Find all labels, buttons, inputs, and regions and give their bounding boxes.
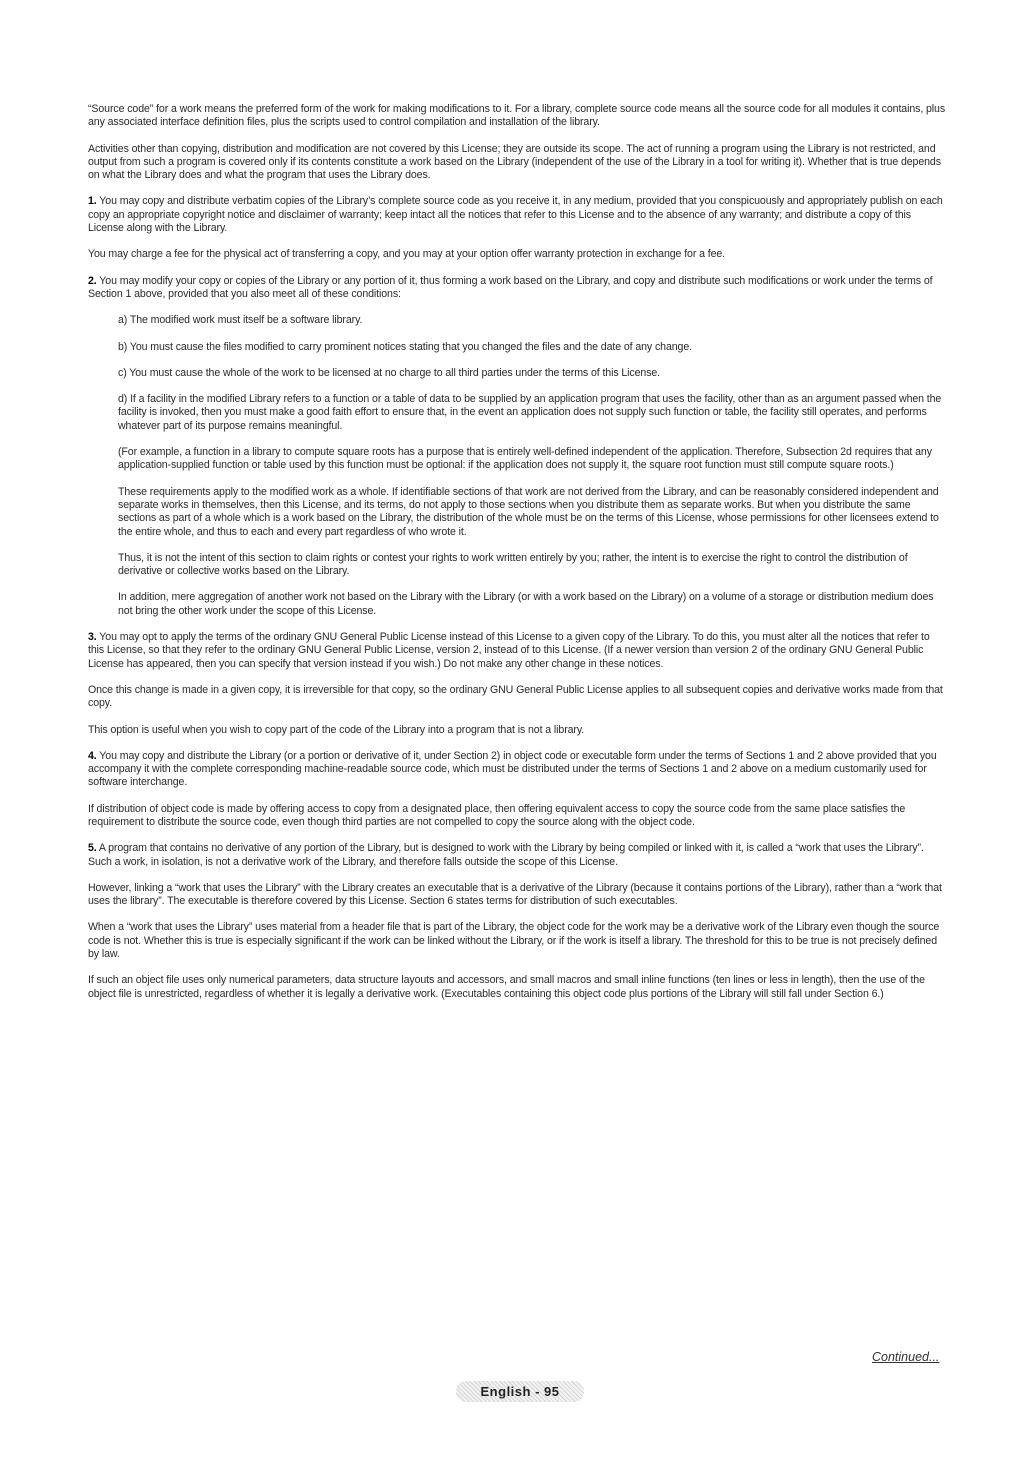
section-number: 3.	[88, 631, 97, 644]
paragraph-text: “Source code” for a work means the preferred form of the work for making modifications to it. For a library, complete source code means all the source code for all modules it contains, plus any associated interface definition files, plus the scripts used to control compilation and installation of the library.	[88, 103, 946, 129]
paragraph-text: b) You must cause the files modified to carry prominent notices stating that you changed the files and the date of any change.	[118, 340, 692, 353]
paragraph-text: Thus, it is not the intent of this section to claim rights or contest your rights to work written entirely by you; rather, the intent is to exercise the right to control the distribution of derivative or collective works based on the Library.	[118, 551, 908, 578]
paragraph-text: This option is useful when you wish to copy part of the code of the Library into a program that is not a library.	[88, 723, 585, 736]
paragraph-text: You may copy and distribute verbatim copies of the Library’s complete source code as you receive it, in any medium, provided that you conspicuously and appropriately publish on each copy an appropriate copyright notice and disclaimer of warranty; keep intact all the notices that refer to this License and to the absence of any warranty; and distribute a copy of this License along with the Library.	[88, 195, 943, 235]
section-number: 4.	[88, 749, 97, 762]
paragraph-text: You may modify your copy or copies of the Library or any portion of it, thus forming a work based on the Library, and copy and distribute such modifications or work under the terms of Section 1 above, provided that you also meet all of these conditions:	[88, 274, 933, 300]
license-paragraph	[88, 750, 948, 790]
license-paragraph	[88, 275, 948, 302]
page-number-badge: English - 95	[456, 1381, 584, 1402]
paragraph-text: In addition, mere aggregation of another work not based on the Library with the Library (or with a work based on the Library) on a volume of a storage or distribution medium does not bring the other work under the scope of this License.	[118, 591, 934, 617]
paragraph-text: You may opt to apply the terms of the ordinary GNU General Public License instead of this License to a given copy of the Library. To do this, you must alter all the notices that refer to this License, so that they refer to the ordinary GNU General Public License, version 2, instead of to this License. (If a newer version than version 2 of the ordinary GNU General Public License has appeared, then you can specify that version instead if you wish.) Do not make any other change in these notices.	[88, 631, 930, 670]
license-paragraph	[88, 248, 948, 261]
paragraph-text: d) If a facility in the modified Library refers to a function or a table of data to be supplied by an application program that uses the facility, other than as an argument passed when the facility is invoked, then you must make a good faith effort to ensure that, in the event an application does not supply such function or table, the facility still operates, and performs whatever part of its purpose remains meaningful.	[118, 393, 942, 432]
license-paragraph	[118, 591, 948, 618]
license-paragraph	[88, 882, 948, 909]
continued-label: Continued...	[872, 1350, 940, 1364]
license-paragraph	[118, 446, 948, 473]
license-paragraph	[88, 684, 948, 711]
paragraph-text: a) The modified work must itself be a software library.	[118, 314, 363, 327]
section-number: 1.	[88, 195, 97, 208]
paragraph-text: However, linking a “work that uses the Library” with the Library creates an executable that is a derivative of the Library (because it contains portions of the Library), rather than a “work that uses the library”. The executable is therefore covered by this License. Section 6 states terms for distribution of such executables.	[88, 881, 942, 908]
license-paragraph	[88, 803, 948, 830]
paragraph-text: Activities other than copying, distribution and modification are not covered by this License; they are outside its scope. The act of running a program using the Library is not restricted, and output from such a program is covered only if its contents constitute a work based on the Library (independent of the use of the Library in a tool for writing it). Whether that is true depends on what the Library does and what the program that uses the Library does.	[88, 142, 941, 182]
license-paragraph	[88, 143, 948, 183]
paragraph-text: You may charge a fee for the physical act of transferring a copy, and you may at your option offer warranty protection in exchange for a fee.	[88, 248, 726, 261]
license-paragraph	[88, 921, 948, 961]
paragraph-text: These requirements apply to the modified work as a whole. If identifiable sections of that work are not derived from the Library, and can be reasonably considered independent and separate works in themselves, then this License, and its terms, do not apply to those sections when you distribute them as separate works. But when you distribute the same sections as part of a whole which is a work based on the Library, the distribution of the whole must be on the terms of this License, whose permissions for other licensees extend to the entire whole, and thus to each and every part regardless of who wrote it.	[118, 485, 939, 538]
license-paragraph	[118, 314, 948, 327]
paragraph-text: If such an object file uses only numerical parameters, data structure layouts and accessors, and small macros and small inline functions (ten lines or less in length), then the use of the object file is unrestricted, regardless of whether it is legally a derivative work. (Executables containing this object code plus portions of the Library will still fall under Section 6.)	[88, 974, 925, 1000]
license-paragraph	[118, 341, 948, 354]
license-paragraph	[88, 103, 948, 130]
license-paragraph	[118, 367, 948, 380]
section-number: 5.	[88, 842, 97, 855]
license-paragraph	[88, 724, 948, 737]
paragraph-text: A program that contains no derivative of any portion of the Library, but is designed to work with the Library by being compiled or linked with it, is called a “work that uses the Library”. Such a work, in isolation, is not a derivative work of the Library, and therefore falls outside the scope of this License.	[88, 842, 924, 868]
license-text	[88, 103, 948, 1014]
license-paragraph	[118, 393, 948, 433]
paragraph-text: You may copy and distribute the Library (or a portion or derivative of it, under Section 2) in object code or executable form under the terms of Sections 1 and 2 above provided that you accompany it with the complete corresponding machine-readable source code, which must be distributed under the terms of Sections 1 and 2 above on a medium customarily used for software interchange.	[88, 749, 937, 789]
paragraph-text: (For example, a function in a library to compute square roots has a purpose that is entirely well-defined independent of the application. Therefore, Subsection 2d requires that any application-supplied function or table used by this function must be optional: if the application does not supply it, the square root function must still compute square roots.)	[118, 446, 932, 472]
section-number: 2.	[88, 274, 97, 287]
paragraph-text: c) You must cause the whole of the work to be licensed at no charge to all third parties under the terms of this License.	[118, 366, 661, 379]
paragraph-text: If distribution of object code is made by offering access to copy from a designated place, then offering equivalent access to copy the source code from the same place satisfies the requirement to distribute the source code, even though third parties are not compelled to copy the source along with the object code.	[88, 802, 906, 828]
license-paragraph	[88, 195, 948, 235]
paragraph-text: Once this change is made in a given copy, it is irreversible for that copy, so the ordinary GNU General Public License applies to all subsequent copies and derivative works made from that copy.	[88, 683, 943, 710]
license-paragraph	[88, 631, 948, 671]
license-paragraph	[118, 486, 948, 539]
license-paragraph	[88, 974, 948, 1001]
paragraph-text: When a “work that uses the Library” uses material from a header file that is part of the Library, the object code for the work may be a derivative work of the Library even though the source code is not. Whether this is true is especially significant if the work can be linked without the Library, or if the work is itself a library. The threshold for this to be true is not precisely defined by law.	[88, 921, 940, 961]
license-paragraph	[88, 842, 948, 869]
license-paragraph	[118, 552, 948, 579]
